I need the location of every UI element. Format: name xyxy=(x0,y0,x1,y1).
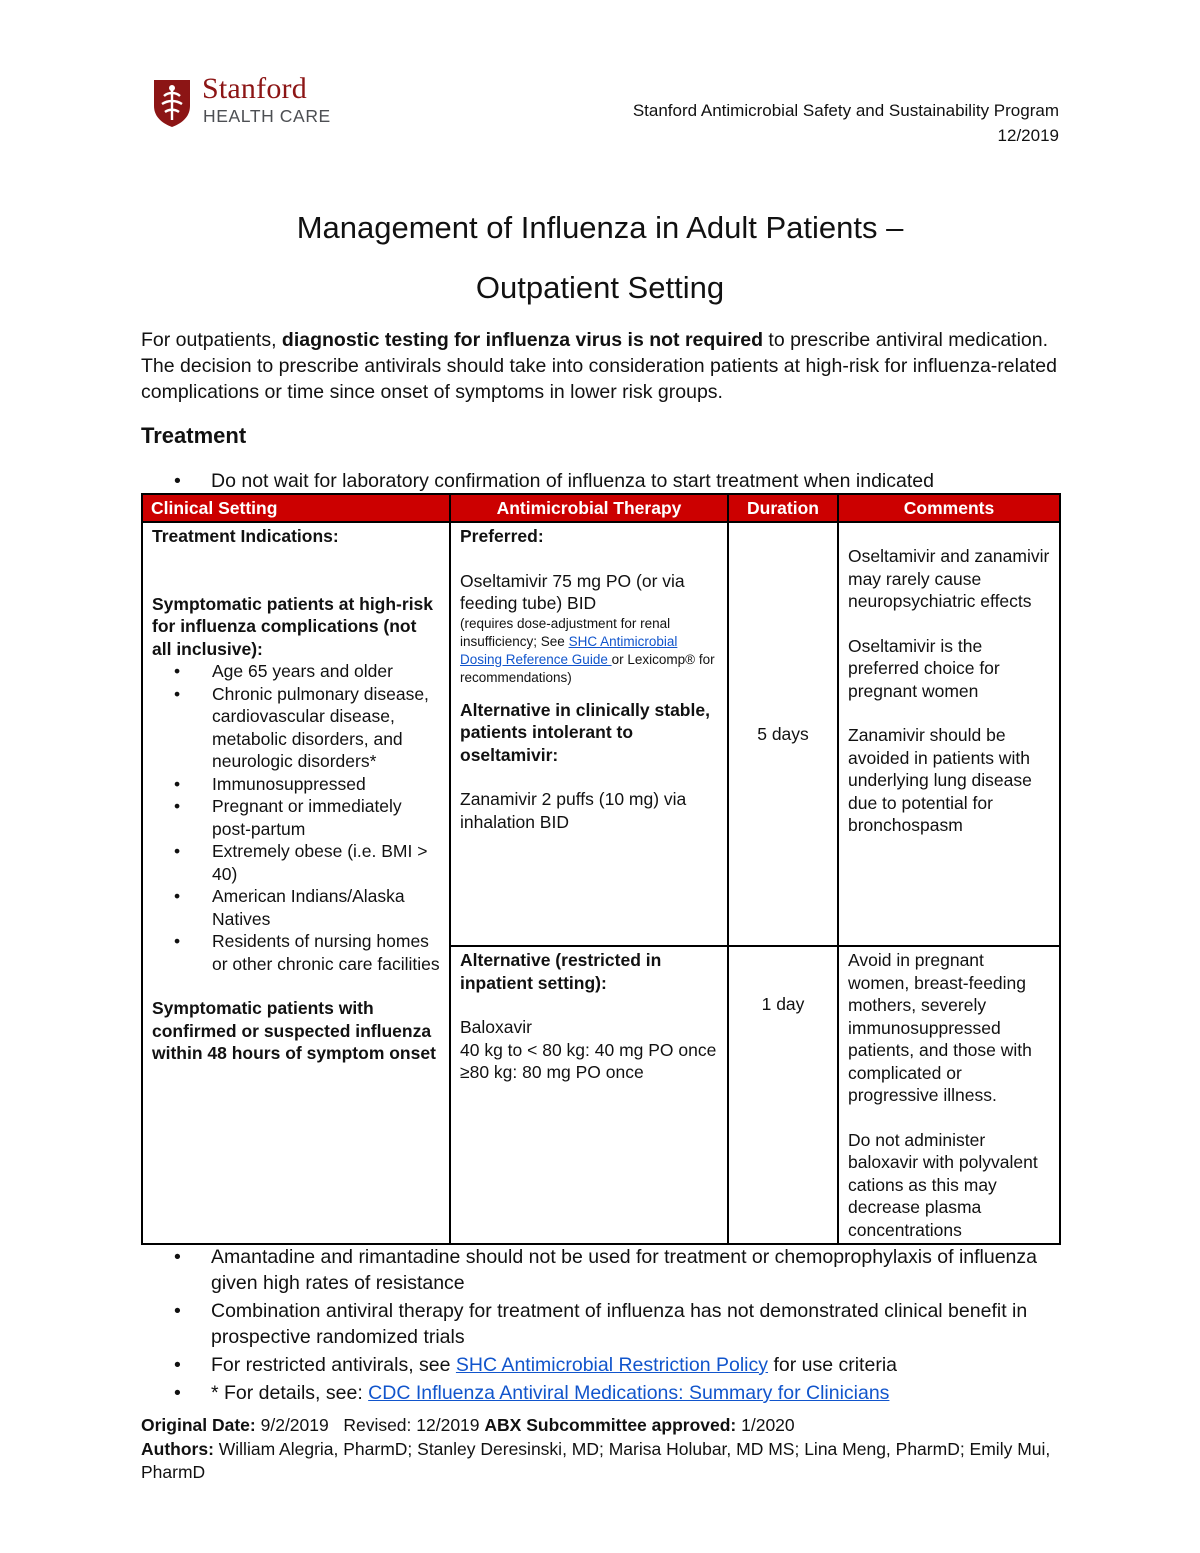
pre-bullet-text: Do not wait for laboratory confirmation of influenza to start treatment when indicated xyxy=(211,470,934,492)
intro-part2: to prescribe antiviral medication. The decision to prescribe antivirals should take into consideration patients at high-risk for influenza-related complications or time since onset of symptoms in lower risk groups. xyxy=(141,329,1057,403)
bullet-icon: • xyxy=(174,1300,181,1322)
list-item: • American Indians/Alaska Natives xyxy=(174,886,405,929)
col-header-comments: Comments xyxy=(838,494,1060,522)
list-item xyxy=(141,1244,1081,1296)
combination-therapy-note: Combination antiviral therapy for treatment of influenza has not demonstrated clinical benefit in prospective randomized trials xyxy=(211,1300,1028,1348)
table-row xyxy=(142,522,1060,946)
confirmed-influenza-heading: Symptomatic patients with confirmed or suspected influenza within 48 hours of symptom onset xyxy=(152,998,436,1063)
baloxavir-dose-high: ≥80 kg: 80 mg PO once xyxy=(460,1062,644,1082)
bullet-icon: • xyxy=(174,796,181,816)
list-item: • Chronic pulmonary disease, cardiovascular disease, metabolic disorders, and neurologic disorders* xyxy=(174,683,429,771)
baloxavir-dose-low: 40 kg to < 80 kg: 40 mg PO once xyxy=(460,1039,717,1060)
program-name: Stanford Antimicrobial Safety and Sustainability Program xyxy=(632,101,1059,120)
bullet-icon: • xyxy=(174,1382,181,1404)
list-item: • Age 65 years and older xyxy=(174,661,393,681)
restriction-policy-link[interactable]: SHC Antimicrobial Restriction Policy xyxy=(455,1354,769,1376)
bullet-icon: • xyxy=(174,1246,181,1268)
list-item: • * For details, see: CDC Influenza Antiviral Medications: Summary for Clinicians xyxy=(174,1382,890,1404)
amantadine-note: Amantadine and rimantadine should not be used for treatment or chemoprophylaxis of influenza given high rates of resistance xyxy=(211,1246,1037,1294)
dosing-guide-link[interactable]: SHC Antimicrobial Dosing Reference Guide xyxy=(460,633,678,667)
list-item: • For restricted antivirals, see SHC Antimicrobial Restriction Policy for use criteria xyxy=(174,1354,897,1376)
logo-stanford-text: Stanford xyxy=(202,72,307,105)
table-header-row xyxy=(142,494,1060,522)
comment-pregnant: Oseltamivir is the preferred choice for pregnant women xyxy=(848,635,1000,701)
bullet-icon: • xyxy=(174,841,181,861)
logo-health-care-text: HEALTH CARE xyxy=(203,106,331,126)
preferred-label: Preferred: xyxy=(460,526,544,546)
treatment-heading: Treatment xyxy=(141,423,247,448)
therapy-cell-preferred xyxy=(450,522,728,946)
list-item: • Pregnant or immediately post-partum xyxy=(174,796,402,839)
high-risk-list xyxy=(152,660,440,975)
comment-neuropsychiatric: Oseltamivir and zanamivir may rarely cause neuropsychiatric effects xyxy=(848,546,1050,611)
comments-cell-1 xyxy=(838,522,1060,946)
clinical-setting-cell xyxy=(142,522,450,1244)
post-table-list xyxy=(141,1244,1081,1408)
comment-polyvalent-cations: Do not administer baloxavir with polyvalent cations as this may decrease plasma concentrations xyxy=(848,1129,1038,1240)
page-title-line2: Outpatient Setting xyxy=(475,270,725,305)
bullet-icon: • xyxy=(174,661,181,681)
baloxavir-heading: Alternative (restricted in inpatient setting): xyxy=(460,950,662,993)
bullet-icon: • xyxy=(174,683,181,704)
list-item: • Residents of nursing homes or other chronic care facilities xyxy=(174,931,440,974)
stanford-health-care-logo xyxy=(152,72,332,132)
zanamivir-dose: Zanamivir 2 puffs (10 mg) via inhalation BID xyxy=(460,789,687,832)
comment-avoid-pregnant: Avoid in pregnant women, breast-feeding mothers, severely immunosuppressed patients, and those with complicated or progressive illness. xyxy=(848,950,1032,1105)
baloxavir-name: Baloxavir xyxy=(460,1017,532,1037)
comments-cell-2 xyxy=(838,946,1060,1244)
list-item xyxy=(141,1298,1081,1350)
treatment-table xyxy=(141,493,1061,1245)
list-item xyxy=(141,468,1061,494)
header-date: 12/2019 xyxy=(997,126,1059,145)
bullet-icon: • xyxy=(174,1354,181,1376)
bullet-icon: • xyxy=(174,470,181,492)
comment-bronchospasm: Zanamivir should be avoided in patients with underlying lung disease due to potential for bronchospasm xyxy=(848,725,1032,835)
list-item: • Immunosuppressed xyxy=(174,773,366,794)
oseltamivir-dose: Oseltamivir 75 mg PO (or via feeding tube) BID xyxy=(460,570,685,613)
alternative-heading: Alternative in clinically stable, patients intolerant to oseltamivir: xyxy=(460,699,710,765)
bullet-icon: • xyxy=(174,773,181,794)
footer-dates: Original Date: 9/2/2019 Revised: 12/2019 ABX Subcommittee approved: 1/2020 xyxy=(141,1415,795,1435)
intro-part1: For outpatients, xyxy=(141,329,282,351)
dose-adjustment-note: (requires dose-adjustment for renal insufficiency; See SHC Antimicrobial Dosing Reference Guide or Lexicomp® for recommendations) xyxy=(460,615,715,685)
intro-paragraph xyxy=(141,327,1061,405)
page-title-line1: Management of Influenza in Adult Patients – xyxy=(296,210,904,245)
cdc-antiviral-link[interactable]: CDC Influenza Antiviral Medications: Summary for Clinicians xyxy=(368,1382,890,1404)
col-header-clinical-setting: Clinical Setting xyxy=(142,494,450,522)
high-risk-heading: Symptomatic patients at high-risk for influenza complications (not all inclusive): xyxy=(152,593,434,659)
intro-bold: diagnostic testing for influenza virus is not required xyxy=(281,329,763,351)
therapy-cell-baloxavir xyxy=(450,946,728,1244)
treatment-indications-label: Treatment Indications: xyxy=(152,526,339,546)
duration-cell-1-day: 1 day xyxy=(728,946,838,1244)
pre-table-list xyxy=(141,468,1061,494)
duration-cell-5-days: 5 days xyxy=(728,522,838,946)
col-header-duration: Duration xyxy=(728,494,838,522)
stanford-shield-icon xyxy=(152,78,192,128)
page-header-info xyxy=(633,98,1059,148)
col-header-antimicrobial-therapy: Antimicrobial Therapy xyxy=(450,494,728,522)
list-item: • Extremely obese (i.e. BMI > 40) xyxy=(174,841,428,884)
document-footer xyxy=(141,1414,1061,1485)
bullet-icon: • xyxy=(174,886,181,906)
footer-authors: Authors: William Alegria, PharmD; Stanley Deresinski, MD; Marisa Holubar, MD MS; Lina Meng, PharmD; Emily Mui, PharmD xyxy=(141,1438,1051,1482)
bullet-icon: • xyxy=(174,931,181,951)
